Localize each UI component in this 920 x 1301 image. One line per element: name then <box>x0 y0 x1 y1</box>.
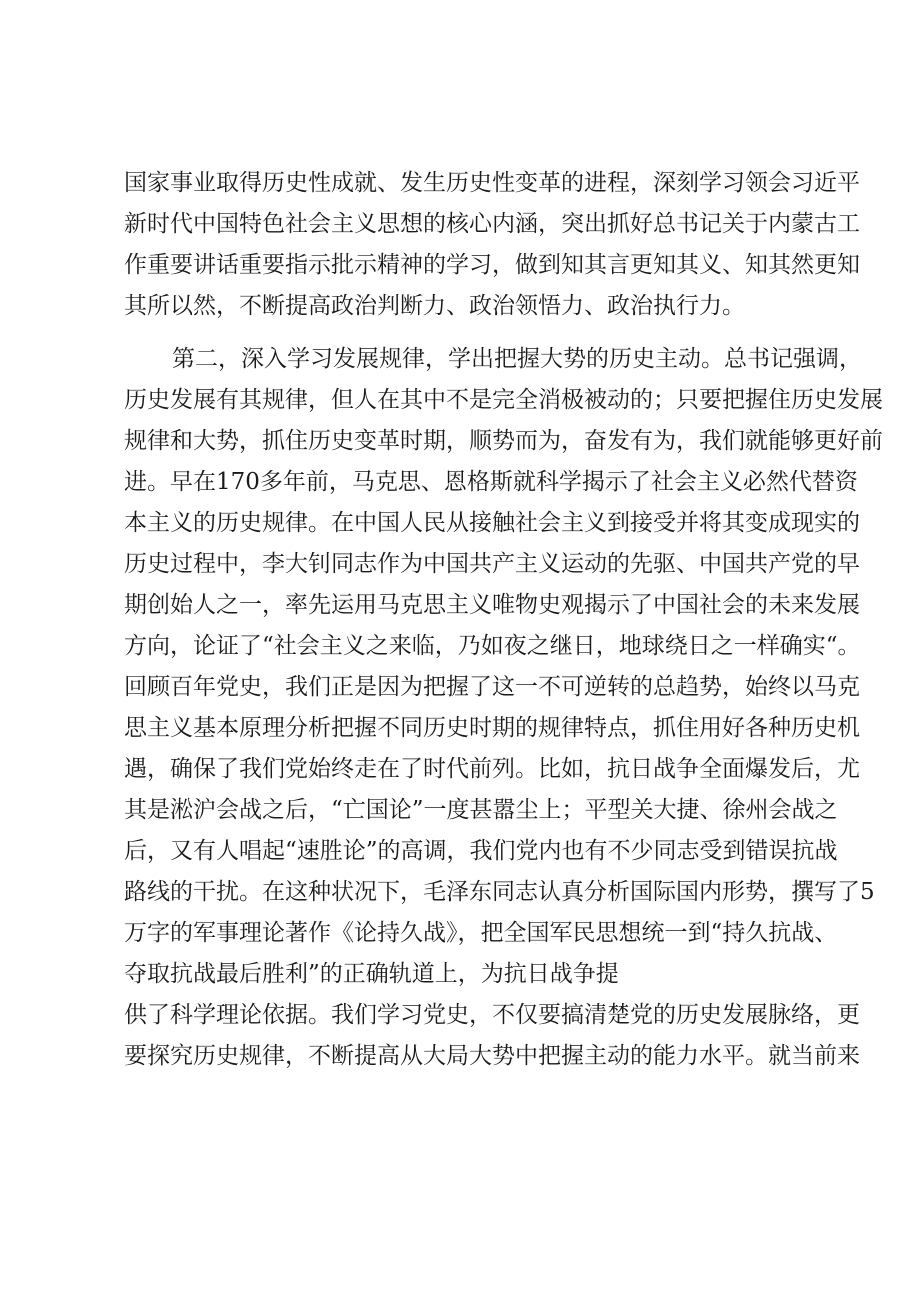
text-line-12: 方向，论证了“社会主义之来临，乃如夜之继日，地球绕日之一样确实“。 <box>124 633 861 659</box>
text-line-7: 规律和大势，抓住历史变革时期，顺势而为，奋发有为，我们就能够更好前 <box>124 428 883 454</box>
text-line-21: 供了科学理论依据。我们学习党史，不仅要搞清楚党的历史发展脉络，更 <box>124 1002 860 1028</box>
text-line-3: 作重要讲话重要指示批示精神的学习，做到知其言更知其义、知其然更知 <box>124 252 860 278</box>
text-line-9: 本主义的历史规律。在中国人民从接触社会主义到接受并将其变成现实的 <box>124 510 860 536</box>
text-line-16: 其是淞沪会战之后，“亡国论”一度甚嚣尘上；平型关大捷、徐州会战之 <box>124 797 838 823</box>
text-line-11: 期创始人之一，率先运用马克思主义唯物史观揭示了中国社会的未来发展 <box>124 592 860 618</box>
text-line-19: 万字的军事理论著作《论持久战》，把全国军民思想统一到“持久抗战、 <box>124 920 838 946</box>
text-line-4: 其所以然，不断提高政治判断力、政治领悟力、政治执行力。 <box>124 293 745 319</box>
text-line-6: 历史发展有其规律，但人在其中不是完全消极被动的；只要把握住历史发展 <box>124 387 883 413</box>
text-line-20: 夺取抗战最后胜利”的正确轨道上，为抗日战争提 <box>124 961 619 987</box>
text-line-5: 第二，深入学习发展规律，学出把握大势的历史主动。总书记强调， <box>172 346 862 372</box>
text-line-10: 历史过程中，李大钊同志作为中国共产主义运动的先驱、中国共产党的早 <box>124 551 860 577</box>
text-line-13: 回顾百年党史，我们正是因为把握了这一不可逆转的总趋势，始终以马克 <box>124 674 860 700</box>
text-line-1: 国家事业取得历史性成就、发生历史性变革的进程，深刻学习领会习近平 <box>124 170 860 196</box>
text-line-18: 路线的干扰。在这种状况下，毛泽东同志认真分析国际国内形势，撰写了5 <box>124 879 875 905</box>
text-line-17: 后，又有人唱起“速胜论”的高调，我们党内也有不少同志受到错误抗战 <box>124 838 838 864</box>
text-line-8: 进。早在170多年前，马克思、恩格斯就科学揭示了社会主义必然代替资 <box>124 469 858 495</box>
text-line-14: 思主义基本原理分析把握不同历史时期的规律特点，抓住用好各种历史机 <box>124 715 860 741</box>
text-line-15: 遇，确保了我们党始终走在了时代前列。比如，抗日战争全面爆发后，尤 <box>124 756 860 782</box>
text-line-22: 要探究历史规律，不断提高从大局大势中把握主动的能力水平。就当前来 <box>124 1043 860 1069</box>
text-line-2: 新时代中国特色社会主义思想的核心内涵，突出抓好总书记关于内蒙古工 <box>124 211 860 237</box>
